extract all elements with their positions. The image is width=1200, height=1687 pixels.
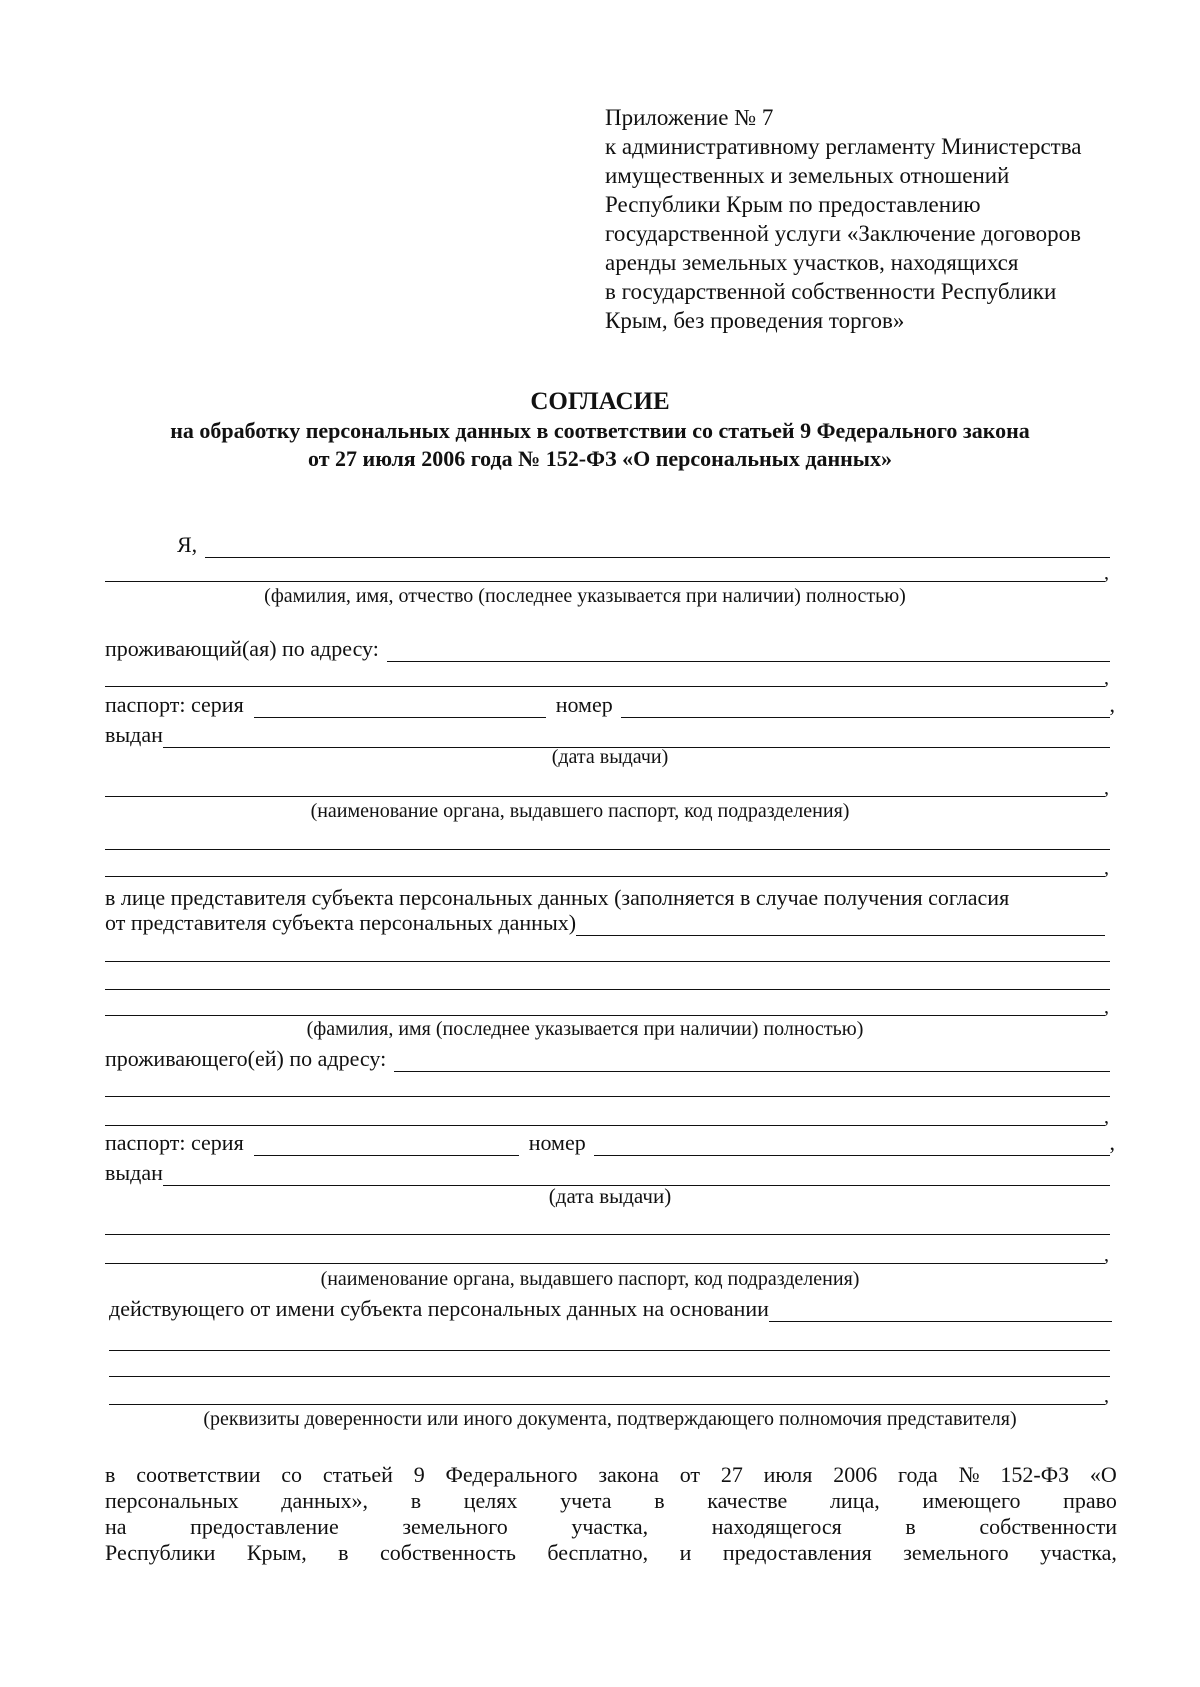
representative-text: в лице представителя субъекта персональных данных (заполняется в случае получения согласия (105, 885, 1010, 910)
body-word: Федерального (445, 1462, 578, 1487)
body-word: в (654, 1488, 665, 1513)
subject-address-field[interactable] (387, 641, 1110, 662)
body-word: 2006 (833, 1462, 878, 1487)
appendix-line: Приложение № 7 (605, 105, 774, 130)
comma: , (1104, 777, 1109, 799)
comma: , (1104, 857, 1109, 879)
body-word: года (897, 1462, 938, 1487)
representative-address-field[interactable] (394, 1051, 1110, 1072)
comma: , (1104, 1385, 1109, 1407)
passport-issued-field[interactable] (163, 727, 1110, 748)
body-word: и (679, 1540, 692, 1565)
passport-issued-row (105, 722, 1110, 748)
comma: , (1104, 1244, 1109, 1266)
body-word: 27 (720, 1462, 743, 1487)
subject-name-row (177, 532, 1110, 558)
body-word: от (679, 1462, 701, 1487)
comma: , (1104, 996, 1109, 1018)
address-label: проживающий(ая) по адресу: (105, 636, 379, 661)
appendix-line: Республики Крым по предоставлению (605, 192, 981, 217)
representative-address-line[interactable] (105, 1125, 1105, 1126)
appendix-line: Крым, без проведения торгов» (605, 308, 905, 333)
subject-name-field-line2[interactable] (105, 581, 1105, 582)
passport-number-label: номер (528, 1130, 586, 1155)
body-word: со (281, 1462, 303, 1487)
rep-passport-series-field[interactable] (254, 1135, 519, 1156)
representative-name-line[interactable] (105, 961, 1110, 962)
passport-series-label: паспорт: серия (105, 1130, 244, 1155)
passport-number-label: номер (555, 692, 613, 717)
body-word: закона (598, 1462, 659, 1487)
body-word: в (338, 1540, 349, 1565)
issuer-caption: (наименование органа, выдавшего паспорт, код подразделения) (320, 1268, 860, 1290)
body-word: бесплатно, (547, 1540, 649, 1565)
passport-series-label: паспорт: серия (105, 692, 244, 717)
body-word: в (905, 1514, 916, 1539)
body-word: участка, (1040, 1540, 1117, 1565)
subject-prefix: Я, (177, 532, 198, 557)
body-word: июля (763, 1462, 813, 1487)
body-word: собственности (979, 1514, 1117, 1539)
subject-address-row (105, 636, 1110, 662)
acting-basis-line[interactable] (109, 1376, 1110, 1377)
body-word: данных», (281, 1488, 369, 1513)
comma: , (1109, 1130, 1115, 1155)
body-word: учета (560, 1488, 612, 1513)
extra-field-line[interactable] (105, 849, 1110, 850)
rep-issuer-field[interactable] (105, 1263, 1105, 1264)
body-word: предоставления (722, 1540, 872, 1565)
representative-address-row (105, 1046, 1110, 1072)
rep-passport-issued-row (105, 1160, 1110, 1186)
body-word: участка, (571, 1514, 649, 1539)
body-word: статьей (322, 1462, 393, 1487)
rep-issuer-field[interactable] (105, 1234, 1110, 1235)
body-word: «О (1089, 1462, 1117, 1487)
comma: , (1104, 562, 1109, 584)
issued-label: выдан (105, 1160, 163, 1185)
body-word: в (410, 1488, 422, 1513)
body-word: № (958, 1462, 980, 1487)
passport-series-field[interactable] (254, 697, 546, 718)
passport-number-field[interactable] (621, 697, 1110, 718)
issue-date-caption: (дата выдачи) (551, 746, 669, 768)
comma: , (1109, 692, 1115, 717)
body-word: земельного (903, 1540, 1009, 1565)
passport-row (105, 692, 1115, 718)
acting-basis-field[interactable] (769, 1301, 1112, 1322)
issue-date-caption: (дата выдачи) (548, 1184, 672, 1208)
rep-passport-row (105, 1130, 1115, 1156)
appendix-header (605, 103, 1145, 335)
body-word: целях (463, 1488, 518, 1513)
body-word: имеющего (922, 1488, 1021, 1513)
comma: , (1104, 667, 1109, 689)
document-subtitle: от 27 июля 2006 года № 152-ФЗ «О персональных данных» (308, 446, 892, 471)
body-line (105, 1540, 1117, 1566)
acting-basis-line[interactable] (109, 1350, 1110, 1351)
body-line (105, 1462, 1117, 1488)
extra-field-line[interactable] (105, 876, 1105, 877)
comma: , (1104, 1106, 1109, 1128)
body-word: на (105, 1514, 127, 1539)
acting-basis-label: действующего от имени субъекта персональных данных на основании (109, 1296, 769, 1321)
address-label: проживающего(ей) по адресу: (105, 1046, 387, 1071)
body-line (105, 1488, 1117, 1514)
body-line (105, 1514, 1117, 1540)
body-word: качестве (707, 1488, 788, 1513)
appendix-line: государственной услуги «Заключение договоров (605, 221, 1082, 246)
document-subtitle: на обработку персональных данных в соответствии со статьей 9 Федерального закона (170, 418, 1030, 443)
fio-caption: (фамилия, имя, отчество (последнее указывается при наличии) полностью) (264, 585, 906, 607)
rep-passport-issued-field[interactable] (163, 1165, 1110, 1186)
subject-address-field-line2[interactable] (105, 686, 1105, 687)
document-title: СОГЛАСИЕ (530, 388, 670, 415)
appendix-line: аренды земельных участков, находящихся (605, 250, 1019, 275)
appendix-line: к административному регламенту Министерства (605, 134, 1082, 159)
appendix-line: в государственной собственности Республики (605, 279, 1057, 304)
representative-row (105, 910, 1105, 936)
body-word: в (105, 1462, 116, 1487)
body-word: находящегося (711, 1514, 842, 1539)
representative-address-line[interactable] (105, 1096, 1110, 1097)
body-word: персональных (105, 1488, 239, 1513)
power-of-attorney-caption: (реквизиты доверенности или иного документа, подтверждающего полномочия представителя) (203, 1408, 1017, 1430)
body-word: соответствии (136, 1462, 261, 1487)
body-word: лица, (829, 1488, 880, 1513)
representative-label: от представителя субъекта персональных данных) (105, 910, 577, 935)
body-word: земельного (402, 1514, 508, 1539)
body-word: собственность (380, 1540, 516, 1565)
body-word: 152-ФЗ (1000, 1462, 1070, 1487)
representative-name-line[interactable] (105, 989, 1110, 990)
body-word: Республики (105, 1540, 216, 1565)
body-word: право (1063, 1488, 1117, 1513)
body-word: Крым, (246, 1540, 307, 1565)
representative-name-caption: (фамилия, имя (последнее указывается при наличии) полностью) (306, 1018, 864, 1040)
body-word: предоставление (190, 1514, 339, 1539)
rep-passport-number-field[interactable] (594, 1135, 1110, 1156)
issuer-caption: (наименование органа, выдавшего паспорт, код подразделения) (310, 800, 850, 822)
acting-basis-row (109, 1296, 1112, 1322)
representative-field[interactable] (576, 915, 1105, 936)
representative-name-line[interactable] (105, 1015, 1105, 1016)
appendix-line: имущественных и земельных отношений (605, 163, 1010, 188)
acting-basis-line[interactable] (109, 1404, 1105, 1405)
issuer-field[interactable] (105, 796, 1105, 797)
body-word: 9 (413, 1462, 425, 1487)
subject-name-field[interactable] (205, 537, 1110, 558)
issued-label: выдан (105, 722, 163, 747)
